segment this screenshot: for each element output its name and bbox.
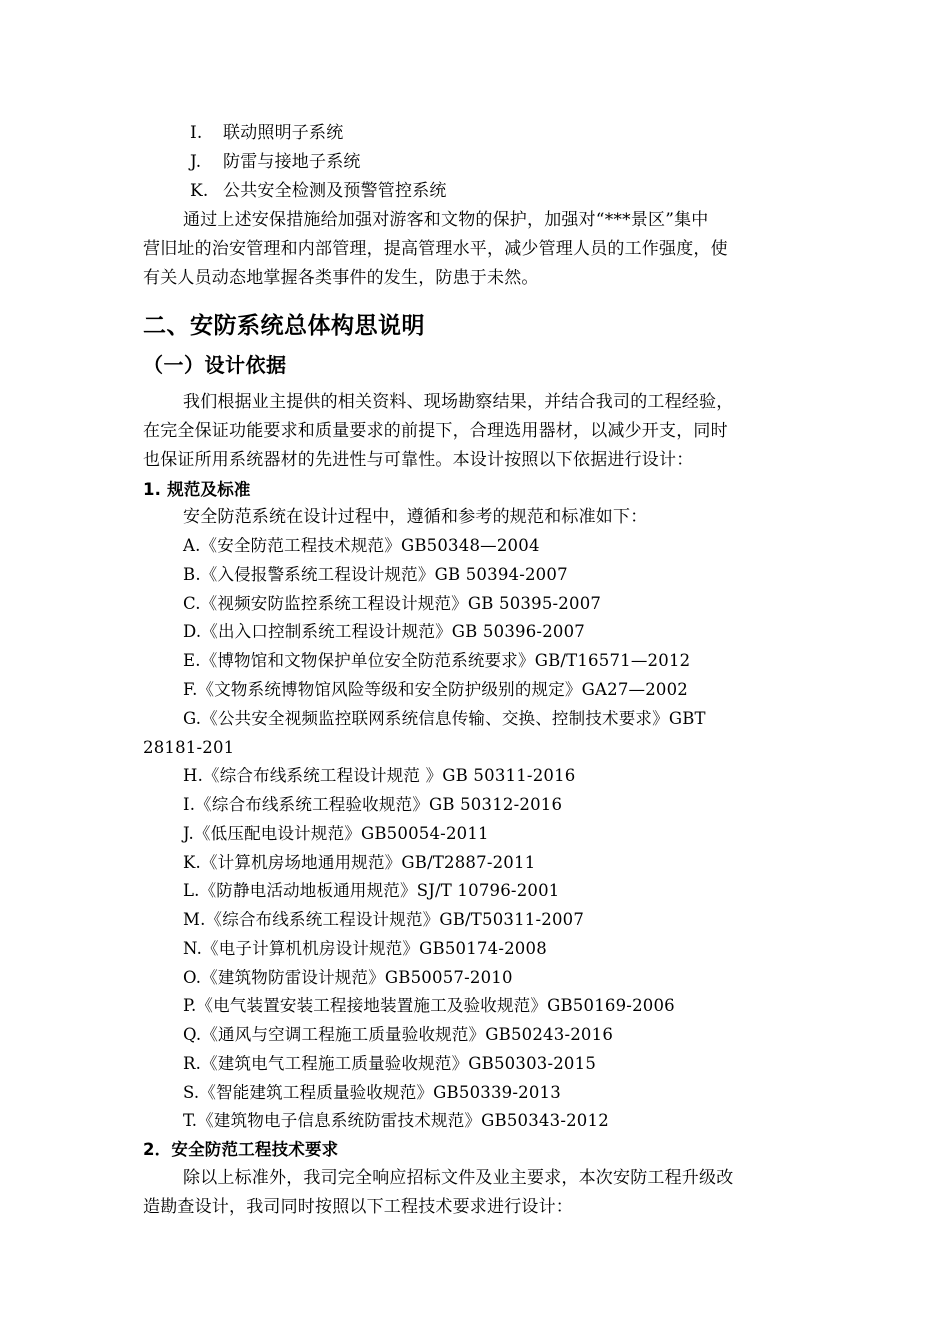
subsystem-letter: I. (190, 123, 203, 143)
standard-item: Q.《通风与空调工程施工质量验收规范》GB50243-2016 (183, 1025, 614, 1044)
standard-item: D.《出入口控制系统工程设计规范》GB 50396-2007 (183, 622, 585, 641)
subsystem-item (190, 122, 343, 144)
section-title: 二、安防系统总体构思说明 (143, 313, 425, 339)
standard-item: H.《综合布线系统工程设计规范 》GB 50311-2016 (183, 766, 576, 785)
standard-item-continuation: 28181-201 (143, 738, 235, 757)
design-paragraph-line: 在完全保证功能要求和质量要求的前提下，合理选用器材，以减少开支，同时 (143, 421, 728, 441)
standard-item: I.《综合布线系统工程验收规范》GB 50312-2016 (183, 795, 563, 814)
design-paragraph-line: 我们根据业主提供的相关资料、现场勘察结果，并结合我司的工程经验， (183, 392, 734, 412)
standard-item: L.《防静电活动地板通用规范》SJ/T 10796-2001 (183, 881, 560, 900)
standards-intro: 安全防范系统在设计过程中，遵循和参考的规范和标准如下： (183, 507, 648, 527)
standard-item: G.《公共安全视频监控联网系统信息传输、交换、控制技术要求》GBT (183, 709, 706, 728)
subsection-title: （一）设计依据 (143, 353, 287, 377)
standard-item: B.《入侵报警系统工程设计规范》GB 50394-2007 (183, 565, 568, 584)
standard-item: C.《视频安防监控系统工程设计规范》GB 50395-2007 (183, 594, 602, 613)
standard-item: F.《文物系统博物馆风险等级和安全防护级别的规定》GA27—2002 (183, 680, 689, 699)
intro-paragraph-line: 通过上述安保措施给加强对游客和文物的保护，加强对“***景区”集中 (183, 210, 709, 230)
standard-item: J.《低压配电设计规范》GB50054-2011 (183, 824, 489, 843)
subsystem-letter: J. (190, 152, 202, 172)
standard-item: N.《电子计算机机房设计规范》GB50174-2008 (183, 939, 547, 958)
heading-requirements: 2．安全防范工程技术要求 (143, 1140, 339, 1159)
standard-item: T.《建筑物电子信息系统防雷技术规范》GB50343-2012 (183, 1111, 609, 1130)
standard-item: E.《博物馆和文物保护单位安全防范系统要求》GB/T16571—2012 (183, 651, 691, 670)
standard-item: M.《综合布线系统工程设计规范》GB/T50311-2007 (183, 910, 585, 929)
requirements-paragraph-line: 除以上标准外，我司完全响应招标文件及业主要求，本次安防工程升级改 (183, 1168, 734, 1188)
intro-paragraph-line: 营旧址的治安管理和内部管理，提高管理水平，减少管理人员的工作强度，使 (143, 239, 728, 259)
subsystem-item (190, 151, 361, 173)
standard-item: K.《计算机房场地通用规范》GB/T2887-2011 (183, 853, 536, 872)
standard-item: A.《安全防范工程技术规范》GB50348—2004 (183, 536, 540, 555)
subsystem-text: 联动照明子系统 (223, 123, 344, 143)
subsystem-text: 公共安全检测及预警管控系统 (223, 181, 447, 201)
intro-paragraph-line: 有关人员动态地掌握各类事件的发生，防患于未然。 (143, 268, 539, 288)
design-paragraph-line: 也保证所用系统器材的先进性与可靠性。本设计按照以下依据进行设计： (143, 450, 694, 470)
requirements-paragraph-line: 造勘查设计，我司同时按照以下工程技术要求进行设计： (143, 1197, 573, 1217)
standard-item: S.《智能建筑工程质量验收规范》GB50339-2013 (183, 1083, 561, 1102)
subsystem-text: 防雷与接地子系统 (223, 152, 361, 172)
standard-item: R.《建筑电气工程施工质量验收规范》GB50303-2015 (183, 1054, 597, 1073)
subsystem-item (190, 180, 447, 202)
standard-item: P.《电气装置安装工程接地装置施工及验收规范》GB50169-2006 (183, 996, 675, 1015)
heading-standards: 1. 规范及标准 (143, 480, 251, 499)
subsystem-letter: K. (190, 181, 209, 201)
standard-item: O.《建筑物防雷设计规范》GB50057-2010 (183, 968, 513, 987)
